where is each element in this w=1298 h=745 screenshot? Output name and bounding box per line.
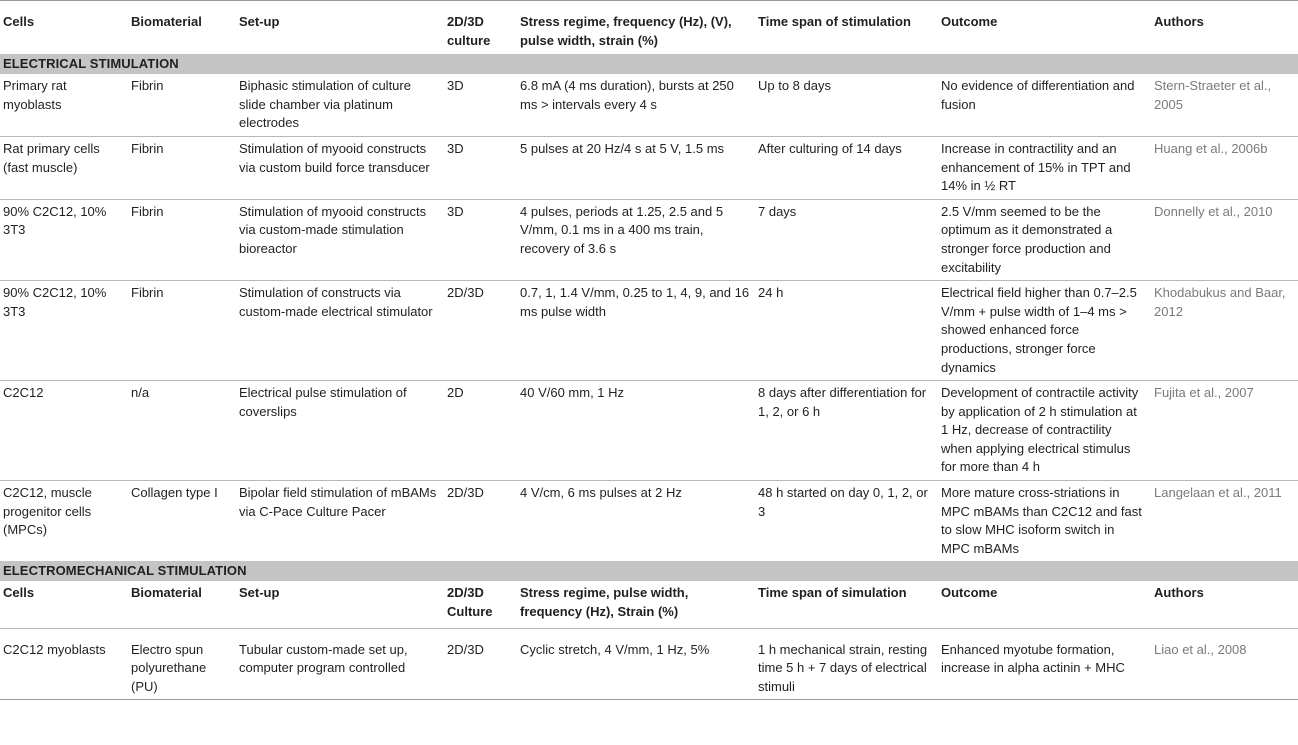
cell-time: 48 h started on day 0, 1, 2, or 3 [758,485,928,519]
cell-culture: 2D/3D [443,281,516,381]
cell-biomaterial: Fibrin [127,136,235,199]
cell-culture: 2D/3D [447,485,484,501]
table-subheader-row [0,581,1298,628]
header-time-span: Time span of stimulation [754,1,937,55]
cell-time: 1 h mechanical strain, resting time 5 h + 7 days of electrical stimuli [754,628,937,700]
cell-biomaterial: n/a [127,381,235,481]
cell-outcome: Enhanced myotube formation, increase in alpha actinin + MHC [937,628,1150,700]
cell-time: After culturing of 14 days [754,136,937,199]
cell-outcome: Development of contractile activity by application of 2 h stimulation at 1 Hz, decrease of contractility when applying electrical stimulus for more than 4 h [937,381,1150,481]
cell-biomaterial: Electro spun polyurethane (PU) [127,628,235,700]
table-row [0,481,1298,562]
header-time-span: Time span of simulation [754,581,937,628]
cell-outcome: No evidence of differentiation and fusion [937,74,1150,136]
section-header-electromechanical [0,561,1298,581]
cell-setup: Electrical pulse stimulation of coverslips [235,381,443,481]
cell-stress: 6.8 mA (4 ms duration), bursts at 250 ms > intervals every 4 s [516,74,754,136]
cell-cells: 90% C2C12, 10% 3T3 [0,199,127,280]
cell-stress: 5 pulses at 20 Hz/4 s at 5 V, 1.5 ms [516,136,754,199]
header-biomaterial: Biomaterial [127,1,235,55]
cell-author: Langelaan et al., 2011 [1154,485,1282,501]
cell-author: Stern-Straeter et al., 2005 [1150,74,1298,136]
cell-setup: Stimulation of myooid constructs via custom build force transducer [235,136,443,199]
header-culture: 2D/3D culture [443,1,516,55]
cell-setup: Tubular custom-made set up, computer program controlled [235,628,443,700]
header-outcome: Outcome [937,581,1150,628]
cell-author: Huang et al., 2006b [1150,136,1298,199]
header-cells: Cells [0,1,127,55]
table-row [0,136,1298,199]
cell-biomaterial: Fibrin [127,199,235,280]
cell-time: 7 days [754,199,937,280]
cell-culture: 3D [443,136,516,199]
cell-cells: C2C12 myoblasts [0,628,127,700]
header-stress-regime: Stress regime, frequency (Hz), (V), pulse width, strain (%) [516,1,754,55]
cell-author: Donnelly et al., 2010 [1150,199,1298,280]
table-row [0,199,1298,280]
header-cells: Cells [0,581,127,628]
header-authors: Authors [1150,1,1298,55]
header-stress-regime: Stress regime, pulse width, frequency (Hz), Strain (%) [516,581,754,628]
cell-cells: Rat primary cells (fast muscle) [0,136,127,199]
cell-culture: 3D [443,74,516,136]
cell-cells: C2C12, muscle progenitor cells (MPCs) [3,485,92,538]
header-setup: Set-up [235,581,443,628]
cell-time: Up to 8 days [754,74,937,136]
cell-stress: 0.7, 1, 1.4 V/mm, 0.25 to 1, 4, 9, and 16 ms pulse width [516,281,754,381]
cell-culture: 3D [443,199,516,280]
cell-stress: 40 V/60 mm, 1 Hz [516,381,754,481]
cell-cells: 90% C2C12, 10% 3T3 [0,281,127,381]
cell-outcome: Electrical field higher than 0.7–2.5 V/mm + pulse width of 1–4 ms > showed enhanced force productions, stronger force dynamics [937,281,1150,381]
section-header-electrical [0,54,1298,74]
table-row [0,381,1298,481]
header-culture: 2D/3D Culture [443,581,516,628]
cell-author: Fujita et al., 2007 [1150,381,1298,481]
cell-biomaterial: Fibrin [127,74,235,136]
cell-cells: Primary rat myoblasts [0,74,127,136]
cell-setup: Stimulation of constructs via custom-made electrical stimulator [235,281,443,381]
cell-outcome: 2.5 V/mm seemed to be the optimum as it demonstrated a stronger force production and excitability [937,199,1150,280]
table-row [0,628,1298,700]
cell-setup: Bipolar field stimulation of mBAMs via C-Pace Culture Pacer [239,485,437,519]
cell-author: Liao et al., 2008 [1150,628,1298,700]
cell-culture: 2D/3D [443,628,516,700]
cell-time: 8 days after differentiation for 1, 2, or 6 h [754,381,937,481]
cell-setup: Biphasic stimulation of culture slide chamber via platinum electrodes [235,74,443,136]
table-header-row [0,1,1298,55]
cell-stress: Cyclic stretch, 4 V/mm, 1 Hz, 5% [516,628,754,700]
cell-culture: 2D [443,381,516,481]
table-row [0,281,1298,381]
cell-time: 24 h [754,281,937,381]
section-title: ELECTRICAL STIMULATION [0,54,1298,74]
cell-biomaterial: Fibrin [127,281,235,381]
cell-outcome: Increase in contractility and an enhancement of 15% in TPT and 14% in ½ RT [937,136,1150,199]
section-title: ELECTROMECHANICAL STIMULATION [0,561,1298,581]
cell-stress: 4 V/cm, 6 ms pulses at 2 Hz [520,485,682,501]
header-authors: Authors [1150,581,1298,628]
header-setup: Set-up [235,1,443,55]
header-biomaterial: Biomaterial [127,581,235,628]
cell-outcome: More mature cross-striations in MPC mBAMs than C2C12 and fast to slow MHC isoform switch in MPC mBAMs [941,485,1142,556]
cell-author: Khodabukus and Baar, 2012 [1150,281,1298,381]
cell-biomaterial: Collagen type I [131,485,218,501]
header-outcome: Outcome [937,1,1150,55]
cell-setup: Stimulation of myooid constructs via custom-made stimulation bioreactor [235,199,443,280]
cell-stress: 4 pulses, periods at 1.25, 2.5 and 5 V/mm, 0.1 ms in a 400 ms train, recovery of 3.6 s [516,199,754,280]
cell-cells: C2C12 [0,381,127,481]
table-row [0,74,1298,136]
